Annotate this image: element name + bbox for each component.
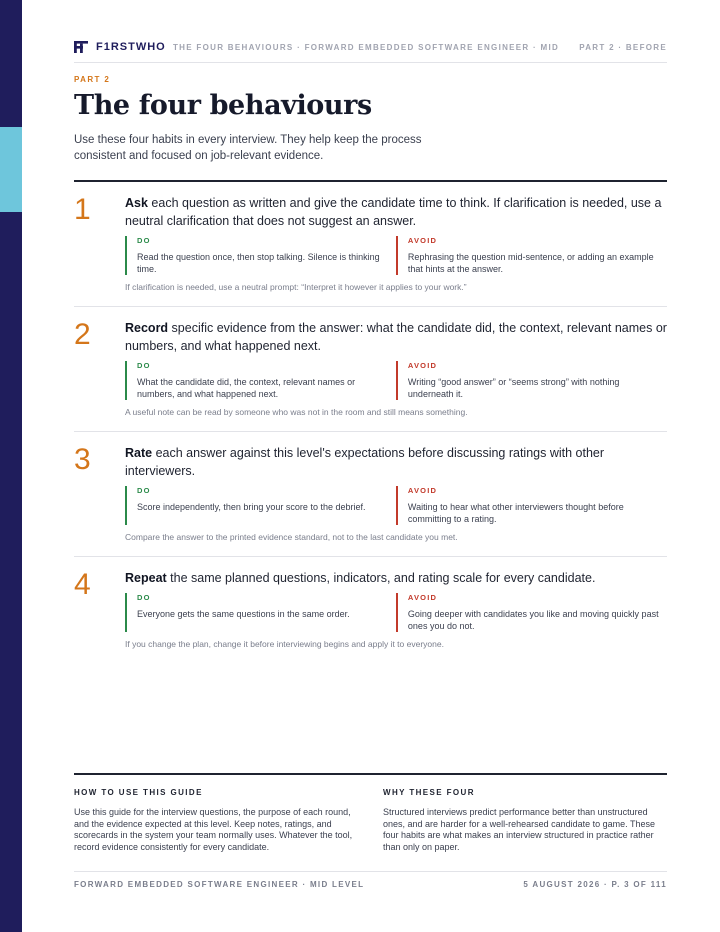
avoid-label: AVOID [407,593,438,602]
step-text: the same planned questions, indicators, and rating scale for every candidate. [166,571,596,585]
how-to-use-text: Use this guide for the interview questions, the purpose of each round, and the evidence expected at this level. Keep notes, ratings, and scorecards in the system your team normally uses. Whatever the tool, record evidence consistently for every candidate. [74,807,353,852]
do-label: DO [137,236,151,245]
brand-mark-icon [74,41,88,53]
step-text: each answer against this level's expectations before discussing ratings with other interviewers. [125,446,605,478]
step-number: 4 [74,568,91,601]
step-keyword: Record [125,321,169,335]
avoid-text: Writing “good answer” or “seems strong” with nothing underneath it. [407,377,620,399]
footer-page-info: 5 AUGUST 2026 · P. 3 OF 111 [523,880,667,889]
page-footer [74,871,667,889]
do-label: DO [137,593,151,602]
side-accent-bar [0,127,22,212]
do-text: Score independently, then bring your score to the debrief. [137,502,366,512]
intro-text: Use these four habits in every interview. They help keep the process consistent and focused on job-relevant evidence. [74,134,422,162]
do-avoid-pair [125,593,667,632]
do-avoid-pair [125,361,667,400]
header-position: PART 2 · BEFORE [579,43,667,52]
behaviour-step [74,307,667,432]
why-these-four-text: Structured interviews predict performance better than unstructured ones, and are harder for a well-rehearsed candidate to game. These four habits are what makes an interview structured in practice rather than only on paper. [383,807,655,852]
info-rule [74,773,667,775]
step-number: 2 [74,318,91,351]
step-keyword: Ask [125,196,148,210]
why-these-four-panel [383,788,668,853]
do-text: What the candidate did, the context, relevant names or numbers, and what happened next. [137,377,356,399]
step-text: specific evidence from the answer: what the candidate did, the context, relevant names or numbers, and what happened next. [125,321,667,353]
do-text: Read the question once, then stop talking. Silence is thinking time. [137,252,380,274]
avoid-text: Going deeper with candidates you like and moving quickly past ones you do not. [407,609,659,631]
avoid-column [396,593,667,632]
avoid-column [396,486,667,525]
do-column [125,486,386,525]
how-to-use-title: HOW TO USE THIS GUIDE [74,788,203,797]
why-these-four-title: WHY THESE FOUR [383,788,475,797]
avoid-label: AVOID [407,486,438,495]
brand-logo [74,41,166,53]
behaviour-step [74,557,667,663]
step-note: Compare the answer to the printed evidence standard, not to the last candidate you met. [125,532,458,542]
step-heading [125,444,667,480]
step-number: 3 [74,443,91,476]
behaviour-list [74,182,667,663]
behaviour-step [74,432,667,557]
step-keyword: Repeat [125,571,167,585]
do-column [125,361,386,400]
avoid-column [396,361,667,400]
do-label: DO [137,361,151,370]
do-label: DO [137,486,151,495]
avoid-label: AVOID [407,236,438,245]
page [74,0,667,932]
step-note: If you change the plan, change it before interviewing begins and apply it to everyone. [125,639,444,649]
avoid-column [396,236,667,275]
step-note: If clarification is needed, use a neutral prompt: “Interpret it however it applies to your work.” [125,282,467,292]
avoid-text: Rephrasing the question mid-sentence, or adding an example that hints at the answer. [407,252,654,274]
brand-name: F1RSTWHO [96,41,166,53]
page-header [74,40,667,63]
do-avoid-pair [125,236,667,275]
step-number: 1 [74,193,91,226]
section-kicker: PART 2 [74,75,111,84]
behaviour-step [74,182,667,307]
header-meta: THE FOUR BEHAVIOURS · FORWARD EMBEDDED SOFTWARE ENGINEER · MID [173,43,560,52]
step-heading [125,569,667,587]
do-text: Everyone gets the same questions in the same order. [137,609,350,619]
avoid-label: AVOID [407,361,438,370]
step-note: A useful note can be read by someone who was not in the room and still means something. [125,407,468,417]
avoid-text: Waiting to hear what other interviewers thought before committing to a rating. [407,502,624,524]
page-title: The four behaviours [74,90,372,121]
footer-role: FORWARD EMBEDDED SOFTWARE ENGINEER · MID LEVEL [74,880,365,889]
step-keyword: Rate [125,446,153,460]
do-column [125,593,386,632]
step-heading [125,194,667,230]
how-to-use-panel [74,788,359,853]
step-text: each question as written and give the candidate time to think. If clarification is needed, use a neutral clarification that does not suggest an answer. [125,196,662,228]
do-avoid-pair [125,486,667,525]
step-heading [125,319,667,355]
do-column [125,236,386,275]
